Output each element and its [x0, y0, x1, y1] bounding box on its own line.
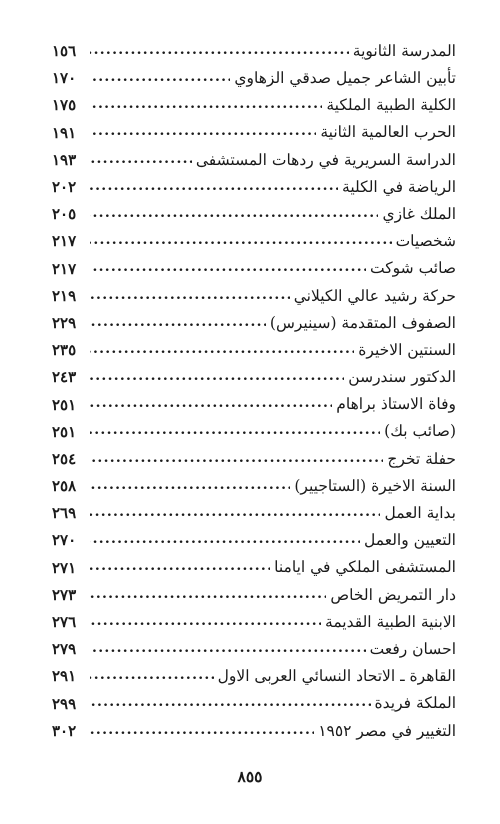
toc-entry-page: ٢٥٤: [52, 449, 77, 468]
toc-entry-title: التغيير في مصر ١٩٥٢: [318, 721, 456, 740]
toc-entry-title: صائب شوكت: [370, 259, 456, 278]
leader-dots: [90, 397, 332, 413]
toc-entry-page: ٣٠٢: [52, 721, 77, 740]
leader-dots: [90, 506, 380, 522]
leader-dots: [90, 289, 290, 305]
leader-dots: [90, 560, 270, 576]
leader-dots: [90, 424, 380, 440]
toc-entry[interactable]: [52, 337, 456, 364]
toc-entry[interactable]: [52, 201, 456, 228]
leader-dots: [90, 316, 266, 332]
toc-entry-title: الدراسة السريرية في ردهات المستشفى: [195, 150, 456, 169]
toc-entry-title: حفلة تخرج: [387, 449, 456, 468]
toc-entry[interactable]: [52, 147, 456, 174]
toc-entry-page: ٢٥١: [52, 395, 77, 414]
toc-entry-title: المدرسة الثانوية: [352, 41, 456, 60]
toc-entry-page: ٢٥٨: [52, 477, 77, 496]
toc-entry-page: ٢٧١: [52, 558, 77, 577]
toc-entry-title: الملك غازي: [382, 204, 456, 223]
toc-entry[interactable]: [52, 446, 456, 473]
toc-entry-page: ١٩١: [52, 123, 77, 142]
table-of-contents: [52, 38, 456, 745]
toc-entry-page: ٢٣٥: [52, 341, 77, 360]
toc-entry-title: السنة الاخيرة (الستاجيير): [294, 476, 456, 495]
toc-entry-page: ٢١٩: [52, 286, 77, 305]
leader-dots: [90, 343, 354, 359]
toc-entry-page: ١٩٣: [52, 150, 77, 169]
toc-entry-page: ١٧٥: [52, 96, 77, 115]
leader-dots: [90, 588, 326, 604]
toc-entry-title: الكلية الطبية الملكية: [326, 96, 456, 115]
toc-entry[interactable]: [52, 663, 456, 690]
leader-dots: [90, 370, 344, 386]
leader-dots: [90, 234, 392, 250]
toc-entry-title: احسان رفعت: [369, 639, 456, 658]
toc-entry-page: ٢٧٩: [52, 640, 77, 659]
toc-entry[interactable]: [52, 691, 456, 718]
toc-entry-title: الرياضة في الكلية: [342, 177, 456, 196]
toc-entry[interactable]: [52, 364, 456, 391]
toc-entry-title: شخصيات: [395, 232, 456, 251]
toc-entry-page: ٢٧٦: [52, 613, 77, 632]
toc-entry-title: التعيين والعمل: [364, 531, 456, 550]
toc-entry-page: ٢٥١: [52, 422, 77, 441]
toc-entry[interactable]: [52, 473, 456, 500]
toc-entry-title: الصفوف المتقدمة (سينيرس): [269, 313, 456, 332]
leader-dots: [90, 261, 366, 277]
leader-dots: [90, 696, 371, 712]
leader-dots: [90, 669, 214, 685]
leader-dots: [90, 71, 230, 87]
toc-entry[interactable]: [52, 636, 456, 663]
toc-entry-title: القاهرة ـ الاتحاد النسائي العربى الاول: [217, 667, 456, 686]
toc-entry-page: ٢١٧: [52, 259, 77, 278]
toc-entry[interactable]: [52, 38, 456, 65]
leader-dots: [90, 533, 360, 549]
toc-entry-page: ٢٦٩: [52, 504, 77, 523]
leader-dots: [90, 207, 378, 223]
toc-entry[interactable]: [52, 391, 456, 418]
toc-entry-page: ١٥٦: [52, 42, 77, 61]
toc-entry-page: ٢٧٠: [52, 531, 77, 550]
leader-dots: [90, 642, 366, 658]
toc-entry-title: حركة رشيد عالي الكيلاني: [293, 286, 456, 305]
toc-entry-page: ٢٠٢: [52, 178, 77, 197]
leader-dots: [90, 125, 316, 141]
toc-entry-title: تأبين الشاعر جميل صدقي الزهاوي: [234, 69, 456, 88]
toc-entry-page: ٢٤٣: [52, 368, 77, 387]
leader-dots: [90, 479, 290, 495]
toc-entry-page: ١٧٠: [52, 69, 77, 88]
leader-dots: [90, 615, 321, 631]
toc-entry[interactable]: [52, 120, 456, 147]
toc-entry-title: المستشفى الملكي في ايامنا: [274, 558, 456, 577]
leader-dots: [90, 452, 383, 468]
toc-entry-title: الابنية الطبية القديمة: [325, 612, 456, 631]
leader-dots: [90, 180, 338, 196]
toc-entry[interactable]: [52, 500, 456, 527]
toc-entry[interactable]: [52, 65, 456, 92]
toc-entry[interactable]: [52, 310, 456, 337]
toc-entry-title: (صائب بك): [384, 422, 456, 441]
toc-entry[interactable]: [52, 228, 456, 255]
toc-entry-page: ٢٠٥: [52, 205, 77, 224]
toc-entry[interactable]: [52, 174, 456, 201]
leader-dots: [90, 153, 192, 169]
toc-entry-title: السنتين الاخيرة: [358, 340, 456, 359]
toc-entry[interactable]: [52, 256, 456, 283]
toc-entry-title: الملكة فريدة: [374, 694, 456, 713]
toc-entry[interactable]: [52, 92, 456, 119]
toc-entry-page: ٢٢٩: [52, 313, 77, 332]
toc-entry-page: ٢٩٩: [52, 694, 77, 713]
toc-entry-title: دار التمريض الخاص: [330, 585, 456, 604]
toc-entry-title: وفاة الاستاذ براهام: [336, 395, 456, 414]
toc-entry-page: ٢١٧: [52, 232, 77, 251]
toc-entry[interactable]: [52, 419, 456, 446]
toc-entry[interactable]: [52, 527, 456, 554]
toc-entry-title: الحرب العالمية الثانية: [320, 123, 456, 142]
toc-entry[interactable]: [52, 582, 456, 609]
page-number: ٨٥٥: [237, 767, 263, 786]
toc-entry[interactable]: [52, 283, 456, 310]
toc-entry-page: ٢٩١: [52, 667, 77, 686]
leader-dots: [90, 724, 314, 740]
toc-entry[interactable]: [52, 718, 456, 745]
leader-dots: [90, 98, 322, 114]
toc-entry[interactable]: [52, 609, 456, 636]
toc-entry[interactable]: [52, 555, 456, 582]
leader-dots: [90, 44, 349, 60]
toc-entry-title: بداية العمل: [384, 504, 456, 523]
toc-entry-page: ٢٧٣: [52, 585, 77, 604]
toc-entry-title: الدكتور سندرسن: [348, 368, 456, 387]
